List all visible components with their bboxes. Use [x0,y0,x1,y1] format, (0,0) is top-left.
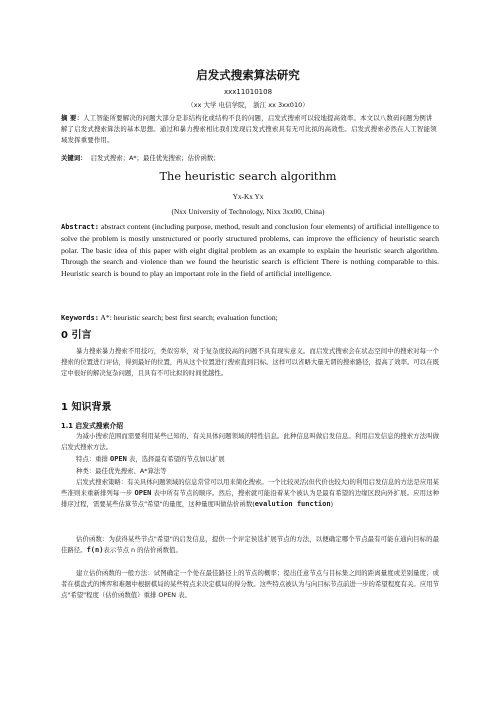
chinese-keywords-label: 关键词： [61,154,87,162]
english-affiliation: (Nxx University of Technology, Nixx 3xx00, China) [171,207,325,216]
strategy-text-a: 启发式搜索策略：有关具体问题领域的信息常常可以用来简化搜索。一个比较灵活(但代价也较大)的利用启发信息的方法是应用某些准则来重新排列每一步 [61,478,439,498]
strategy-text-c: ) [330,500,334,509]
chinese-title: 启发式搜索算法研究 [196,68,300,82]
english-abstract [61,221,439,279]
english-abstract-text: abstract content (including purpose, method, result and conclusion four elements) of artificial intelligence to solve the problem is mostly unstructured or poorly structured problems, can improve the efficiency of heuristic search polar. The basic idea of this paper with eight digital problem as an example to explain the heuristic search algorithm. Through the search and violence than we found the heuristic search is efficient There is nothing comparable to this. Heuristic search is bound to play an important role in the field of artificial intelligence. [61,222,439,278]
open-table-code: OPEN [109,455,127,463]
english-keywords-text: A*: heuristic search; best first search; evaluation function; [98,313,278,322]
evaluation-text-b: 表示节点 n 的估价函数值。 [103,546,182,555]
chinese-abstract [61,113,439,147]
evaluation-function-paragraph [61,534,439,556]
fn-code: f(n) [86,546,104,555]
english-keywords-label: Keywords: [61,314,99,322]
feature-line-suffix: 表，选择最有希望的节点加以扩展 [126,455,225,463]
strategy-paragraph [61,477,439,511]
method-paragraph: 建立估价函数的一般方法：试图确定一个处在最佳路径上的节点的概率；提出任意节点与目标集之间的距离量度或差别量度；或者在棋盘式的博弈和难题中根据棋局的某些特点来决定棋局的得分数。这些特点被认为与向目标节点前进一步的希望程度有关。应用节点"希望"程度（估价函数值）重排 OPEN 表。 [61,569,439,600]
english-keywords [61,312,439,324]
subsection-heading: 1.1 启发式搜索介绍 [61,422,123,430]
chinese-abstract-label: 摘 要： [61,114,84,122]
background-heading: 1 知识背景 [61,402,112,413]
evalution-function-code: evalution function [254,500,331,509]
english-abstract-label: Abstract: [61,223,99,231]
feature-line-prefix: 特点：重排 [76,455,110,463]
chinese-abstract-text: 人工智能所要解决的问题大部分是非结构化或结构不良的问题，启发式搜索可以较地提高效率。本文以八数码问题为例讲解了启发式搜索算法的基本思想。通过和暴力搜索相比我们发现启发式搜索具有无可比拟的高效性。启发式搜索必然在人工智能领域发挥重要作用。 [61,114,437,145]
chinese-keywords [61,153,439,164]
type-line: 种类：最佳优先搜索、A*算法等 [76,467,167,475]
english-title: The heuristic search algorithm [159,170,337,183]
feature-line [61,454,439,465]
english-author: Yx-Kx Yx [232,192,264,201]
heuristic-definition-paragraph: 为减小搜索范围而需要利用某些已知的、有关具体问题领域的特性信息。此种信息叫做启发信息。利用启发信息的搜索方法叫做启发式搜索方法。 [61,432,439,452]
chinese-affiliation: （xx 大学 电信学院， 浙江 xx 3xx010） [187,101,309,109]
chinese-keywords-text: 启发式搜索；A*；最佳优先搜索；估价函数； [90,154,220,162]
intro-heading: 0 引言 [61,330,92,341]
evaluation-text-a: 估价函数：为获得某些节点"希望"的启发信息，提供一个评定侯选扩展节点的方法，以便确定哪个节点最有可能在通向目标的最佳路径。 [61,535,439,555]
strategy-text-b: 表中所有节点的顺序。然后，搜索就可能沿着某个被认为是最有希望的边缘区段向外扩展。应用这种排序过程，需要某些估算节点"希望"的量度，这种量度叫做估价函数( [61,489,440,509]
strategy-open-code: OPEN [134,489,152,498]
chinese-author: xxx11010108 [223,88,273,96]
intro-paragraph: 暴力搜索暴力搜索不用技巧，类似穷举，对于复杂度较高的问题不具有现实意义。而启发式搜索会在状态空间中的搜索对每一个搜索的位置进行评估，得到最好的位置，再从这个位置进行搜索直到目标。这样可以省略大量无谓的搜索路径，提高了效率。可以在既定中很好的解决复杂问题，且具有不可比拟的时间优越性。 [61,347,439,378]
